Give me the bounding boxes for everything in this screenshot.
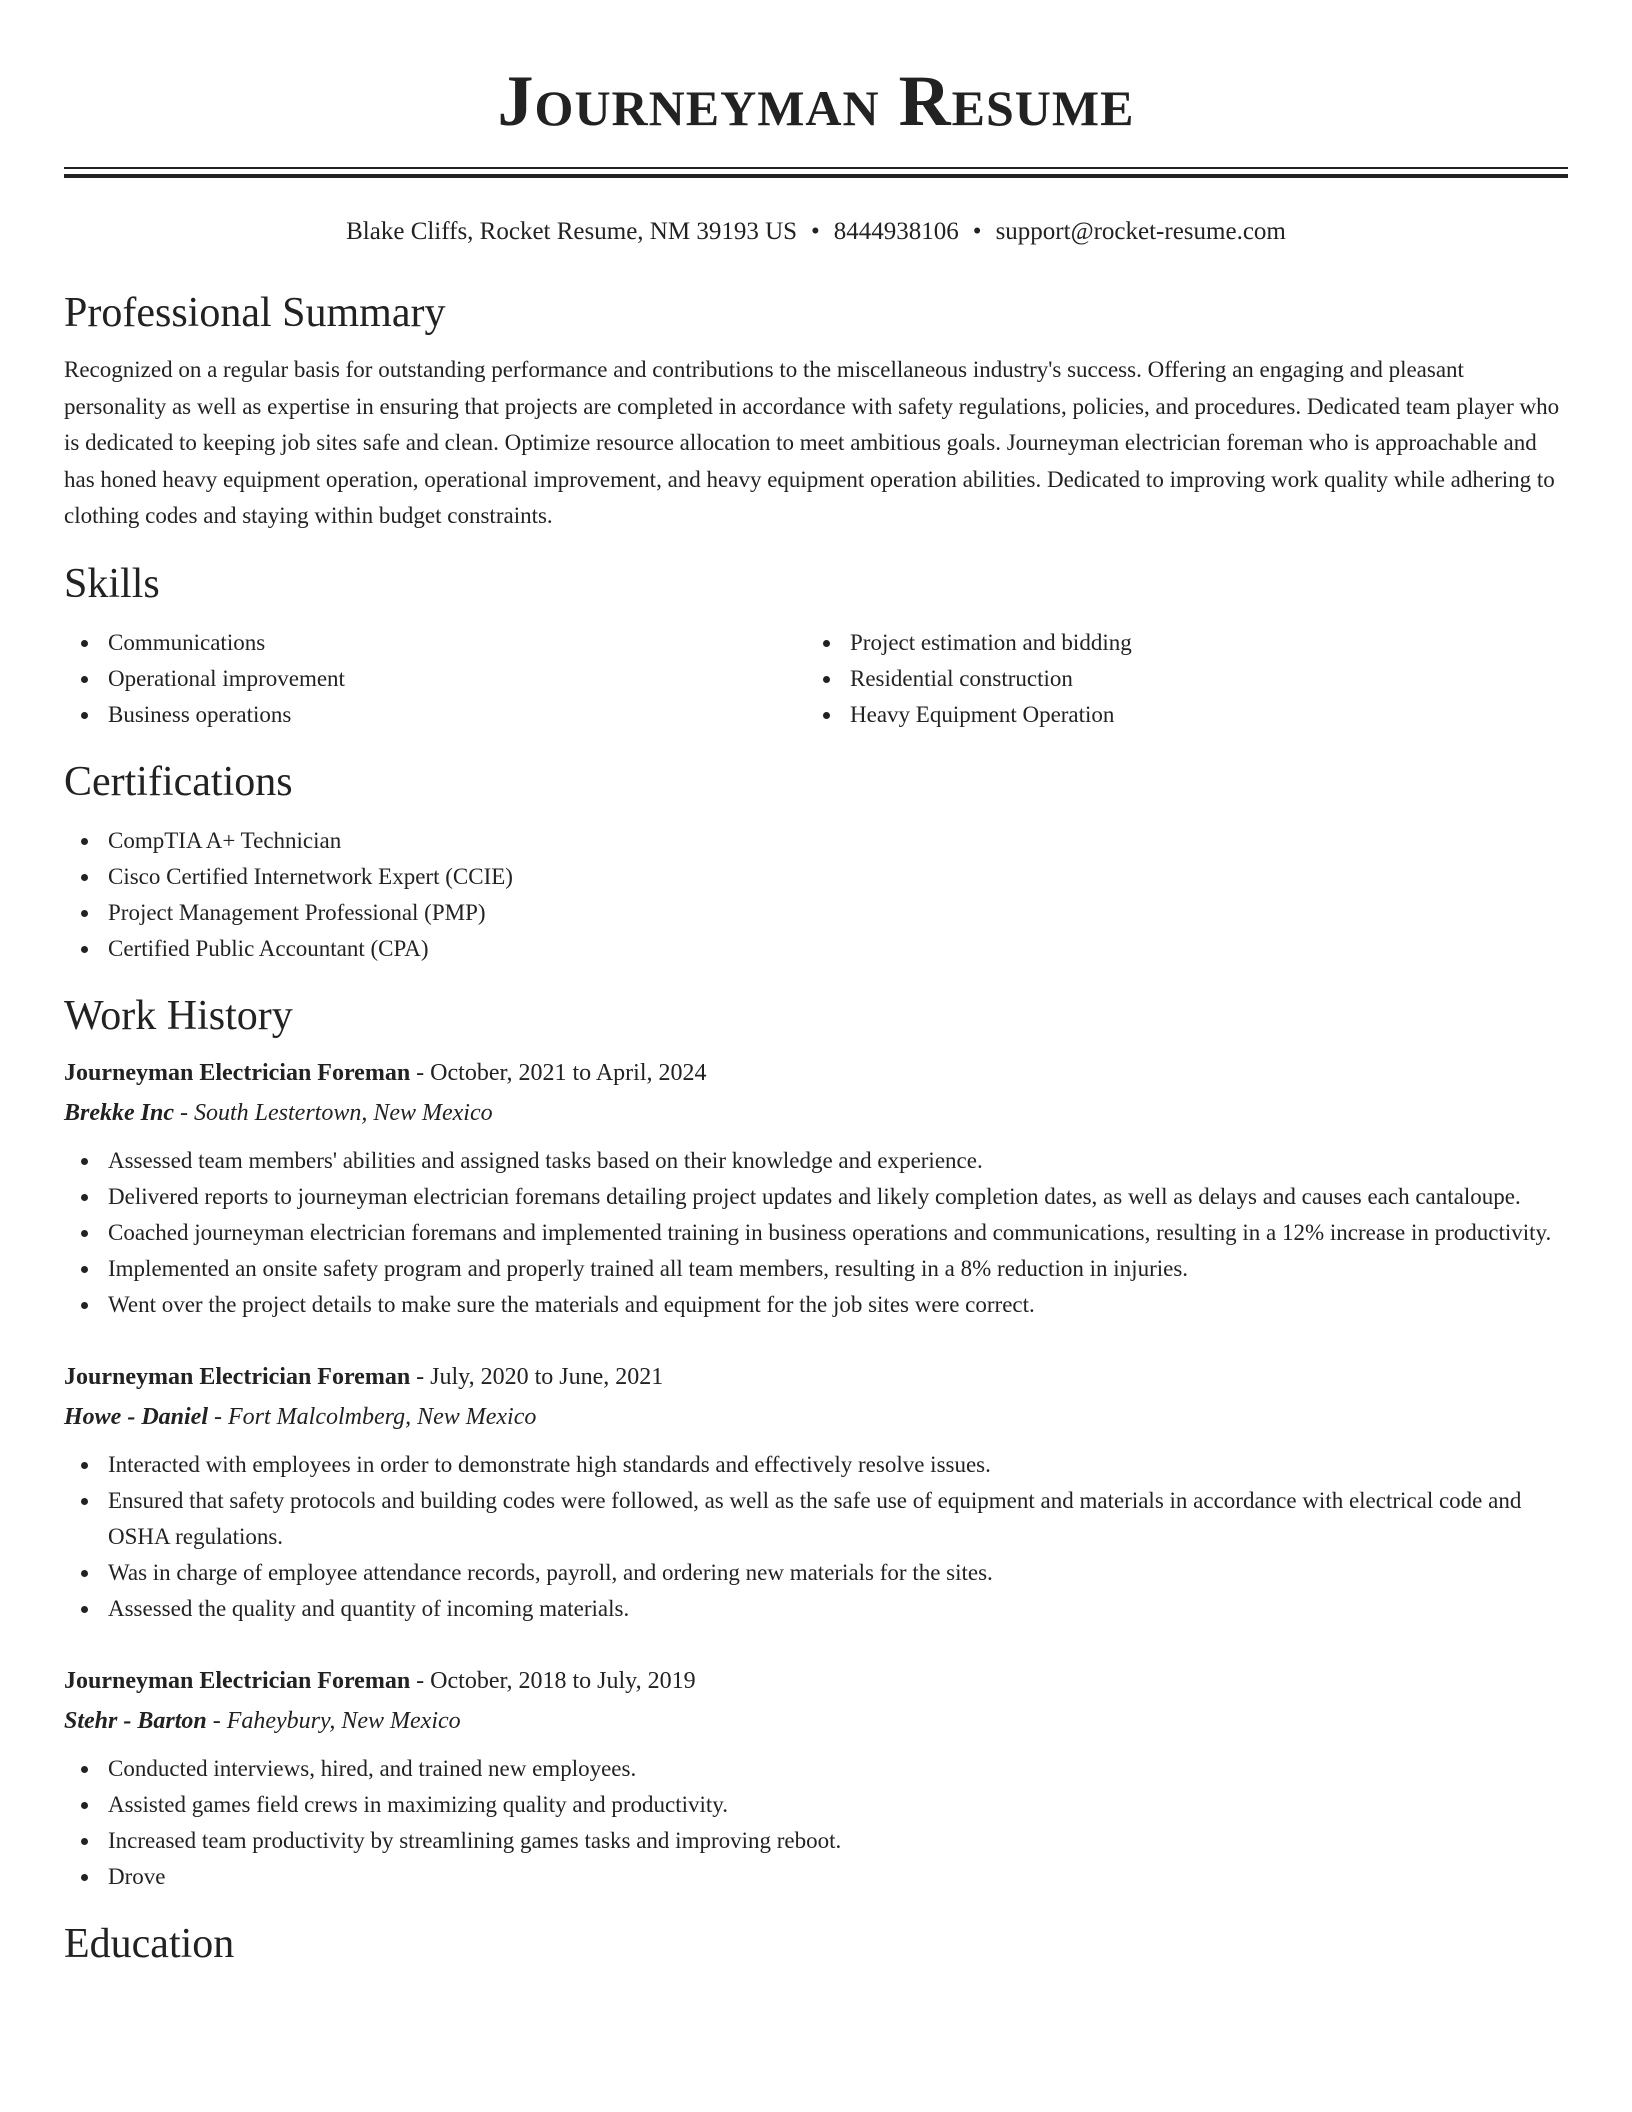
job-bullet: Went over the project details to make sure the materials and equipment for the job sites were correct. — [64, 1287, 1568, 1323]
job-company: Stehr - Barton — [64, 1707, 207, 1734]
skills-heading: Skills — [64, 560, 160, 607]
resume-content — [64, 286, 1568, 1971]
job-location: South Lestertown, New Mexico — [194, 1099, 493, 1126]
job-company: Brekke Inc — [64, 1099, 174, 1126]
certifications-section — [64, 755, 1568, 967]
certifications-list — [64, 823, 1568, 967]
job-bullet: Increased team productivity by streamlining games tasks and improving reboot. — [64, 1823, 1568, 1859]
job-bullet: Was in charge of employee attendance records, payroll, and ordering new materials for the sites. — [64, 1555, 1568, 1591]
contact-line — [64, 214, 1568, 250]
skills-list-left — [64, 625, 806, 733]
work-history-heading: Work History — [64, 992, 293, 1039]
job-bullet: Implemented an onsite safety program and properly trained all team members, resulting in a 8% reduction in injuries. — [64, 1251, 1568, 1287]
resume-title: Journeyman Resume — [497, 61, 1135, 141]
job-location: Faheybury, New Mexico — [226, 1707, 461, 1734]
certification-item: Cisco Certified Internetwork Expert (CCIE) — [64, 859, 1568, 895]
education-section — [64, 1917, 1568, 1971]
job-company: Howe - Daniel — [64, 1403, 208, 1430]
job-title-line: Journeyman Electrician Foreman - October, 2021 to April, 2024 — [64, 1059, 707, 1086]
job-title-line: Journeyman Electrician Foreman - July, 2020 to June, 2021 — [64, 1363, 664, 1390]
skill-item: Project estimation and bidding — [806, 625, 1548, 661]
contact-address: Blake Cliffs, Rocket Resume, NM 39193 US — [346, 218, 798, 245]
job-bullet: Delivered reports to journeyman electrician foremans detailing project updates and likely completion dates, as well as delays and causes each cantaloupe. — [64, 1179, 1568, 1215]
job-bullet: Interacted with employees in order to demonstrate high standards and effectively resolve issues. — [64, 1447, 1568, 1483]
job-bullet: Assessed team members' abilities and assigned tasks based on their knowledge and experience. — [64, 1143, 1568, 1179]
job-company-line: Stehr - Barton - Faheybury, New Mexico — [64, 1707, 461, 1734]
contact-separator: • — [811, 218, 820, 245]
certification-item: CompTIA A+ Technician — [64, 823, 1568, 859]
job-bullet-list — [64, 1447, 1568, 1627]
job-location: Fort Malcolmberg, New Mexico — [228, 1403, 537, 1430]
skill-item: Operational improvement — [64, 661, 806, 697]
job-bullet-list — [64, 1143, 1568, 1323]
job-bullet: Assessed the quality and quantity of incoming materials. — [64, 1591, 1568, 1627]
job-title: Journeyman Electrician Foreman — [64, 1059, 411, 1086]
job-bullet-list — [64, 1751, 1568, 1895]
contact-phone: 8444938106 — [833, 218, 959, 245]
summary-heading: Professional Summary — [64, 290, 446, 336]
contact-separator: • — [972, 218, 982, 245]
title-divider-thick — [64, 174, 1568, 178]
title-divider-thin — [64, 167, 1568, 169]
job-dates: October, 2021 to April, 2024 — [430, 1059, 707, 1086]
certifications-heading: Certifications — [64, 758, 293, 805]
job-entry — [64, 1357, 1568, 1627]
education-heading: Education — [64, 1920, 235, 1967]
job-company-line: Brekke Inc - South Lestertown, New Mexico — [64, 1099, 493, 1126]
certification-item: Project Management Professional (PMP) — [64, 895, 1568, 931]
job-bullet: Assisted games field crews in maximizing quality and productivity. — [64, 1787, 1568, 1823]
job-bullet: Drove — [64, 1859, 1568, 1895]
job-title-line: Journeyman Electrician Foreman - October, 2018 to July, 2019 — [64, 1667, 696, 1694]
skill-item: Communications — [64, 625, 806, 661]
skill-item: Heavy Equipment Operation — [806, 697, 1548, 733]
job-bullet: Ensured that safety protocols and building codes were followed, as well as the safe use of equipment and materials in accordance with electrical code and OSHA regulations. — [64, 1483, 1568, 1555]
skill-item: Business operations — [64, 697, 806, 733]
skills-section — [64, 557, 1568, 733]
summary-section — [64, 286, 1568, 535]
job-bullet: Coached journeyman electrician foremans and implemented training in business operations and communications, resulting in a 12% increase in productivity. — [64, 1215, 1568, 1251]
skills-list-right — [806, 625, 1548, 733]
job-title: Journeyman Electrician Foreman — [64, 1363, 411, 1390]
certification-item: Certified Public Accountant (CPA) — [64, 931, 1568, 967]
job-dates: July, 2020 to June, 2021 — [430, 1363, 664, 1390]
skills-grid — [64, 625, 1568, 733]
summary-text: Recognized on a regular basis for outstanding performance and contributions to the miscellaneous industry's success. Offering an engaging and pleasant personality as well as expertise in ensuring that projects are completed in accordance with safety regulations, policies, and procedures. Dedicated team player who is dedicated to keeping job sites safe and clean. Optimize resource allocation to meet ambitious goals. Journeyman electrician foreman who is approachable and has honed heavy equipment operation, operational improvement, and heavy equipment operation abilities. Dedicated to improving work quality while adhering to clothing codes and staying within budget constraints. — [64, 357, 1560, 528]
work-history-section — [64, 989, 1568, 1895]
skill-item: Residential construction — [806, 661, 1548, 697]
job-dates: October, 2018 to July, 2019 — [430, 1667, 696, 1694]
job-company-line: Howe - Daniel - Fort Malcolmberg, New Mexico — [64, 1403, 537, 1430]
job-bullet: Conducted interviews, hired, and trained new employees. — [64, 1751, 1568, 1787]
contact-email: support@rocket-resume.com — [995, 218, 1286, 245]
job-entry — [64, 1053, 1568, 1323]
job-title: Journeyman Electrician Foreman — [64, 1667, 411, 1694]
job-entry — [64, 1661, 1568, 1895]
